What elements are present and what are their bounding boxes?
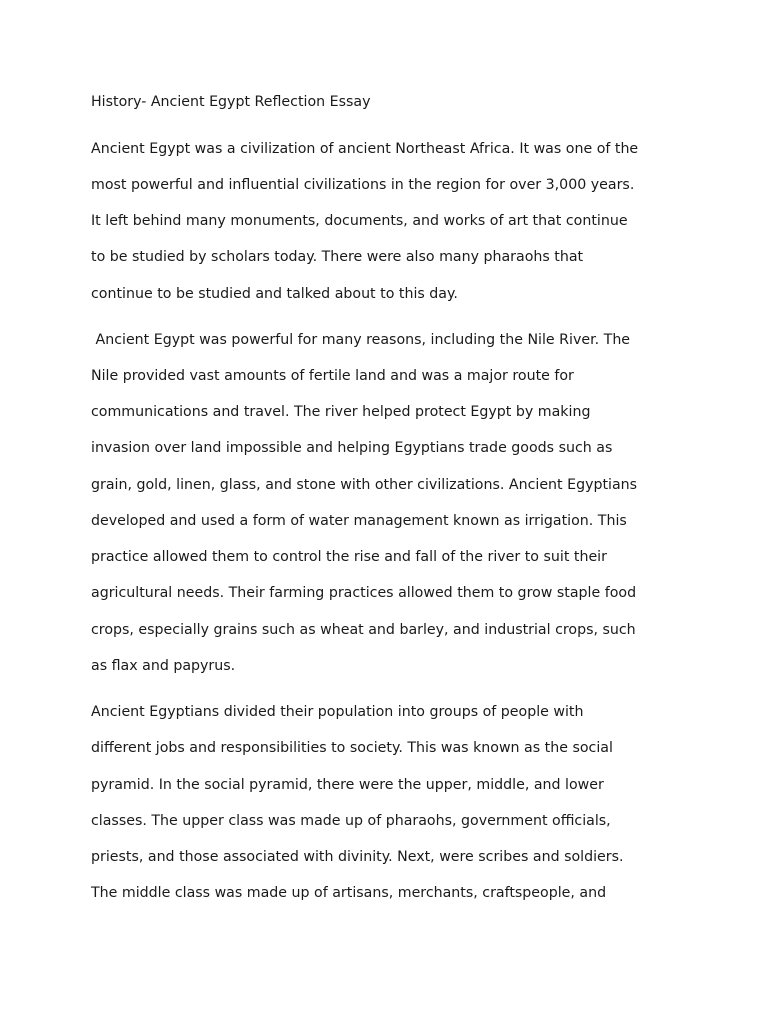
paragraph-3-line-1: Ancient Egyptians divided their population into groups of people with (91, 704, 584, 720)
paragraph-2-line-8: agricultural needs. Their farming practices allowed them to grow staple food (91, 585, 637, 601)
paragraph-1-line-1: Ancient Egypt was a civilization of ancient Northeast Africa. It was one of the (91, 141, 639, 157)
paragraph-3-line-3: pyramid. In the social pyramid, there were the upper, middle, and lower (91, 777, 604, 793)
paragraph-2-line-5: grain, gold, linen, glass, and stone with other civilizations. Ancient Egyptians (91, 477, 638, 493)
paragraph-2-line-2: Nile provided vast amounts of fertile land and was a major route for (91, 368, 574, 384)
paragraph-3-line-2: different jobs and responsibilities to society. This was known as the social (91, 740, 613, 756)
paragraph-2-line-3: communications and travel. The river helped protect Egypt by making (91, 404, 591, 420)
paragraph-2-line-7: practice allowed them to control the rise and fall of the river to suit their (91, 549, 607, 565)
paragraph-1-line-3: It left behind many monuments, documents, and works of art that continue (91, 213, 628, 229)
paragraph-3-line-5: priests, and those associated with divinity. Next, were scribes and soldiers. (91, 849, 624, 865)
paragraph-3-line-4: classes. The upper class was made up of pharaohs, government officials, (91, 813, 611, 829)
paragraph-1-line-4: to be studied by scholars today. There were also many pharaohs that (91, 249, 584, 265)
paragraph-3-line-6: The middle class was made up of artisans, merchants, craftspeople, and (91, 885, 607, 901)
document-title: History- Ancient Egypt Reflection Essay (91, 94, 371, 110)
paragraph-2-line-4: invasion over land impossible and helping Egyptians trade goods such as (91, 440, 613, 456)
paragraph-2-line-9: crops, especially grains such as wheat and barley, and industrial crops, such (91, 622, 636, 638)
paragraph-2-line-1: Ancient Egypt was powerful for many reasons, including the Nile River. The (91, 332, 631, 348)
paragraph-2-line-10: as flax and papyrus. (91, 658, 236, 674)
paragraph-2-line-6: developed and used a form of water management known as irrigation. This (91, 513, 627, 529)
paragraph-1-line-5: continue to be studied and talked about to this day. (91, 286, 458, 302)
paragraph-1-line-2: most powerful and influential civilizations in the region for over 3,000 years. (91, 177, 635, 193)
